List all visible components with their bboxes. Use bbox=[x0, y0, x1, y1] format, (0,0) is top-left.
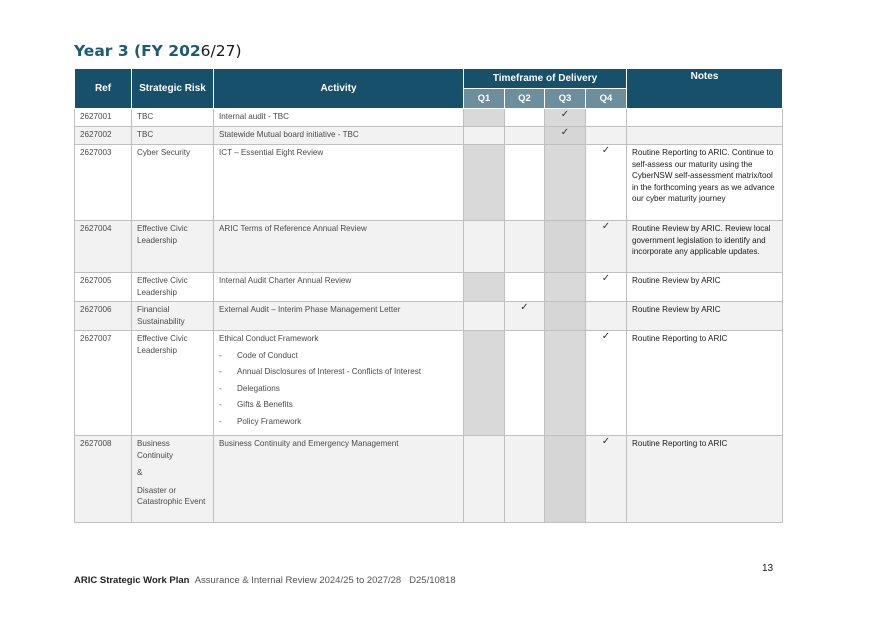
cell-activity bbox=[214, 436, 464, 523]
cell-q1 bbox=[464, 145, 505, 221]
header-ref: Ref bbox=[75, 69, 132, 109]
cell-q4 bbox=[586, 273, 627, 302]
activity-subitem bbox=[219, 350, 458, 362]
cell-q1 bbox=[464, 221, 505, 273]
risk-text: TBC bbox=[137, 112, 154, 121]
cell-q3 bbox=[545, 436, 586, 523]
cell-strategic-risk bbox=[132, 221, 214, 273]
check-mark-icon: ✓ bbox=[601, 273, 611, 284]
cell-notes bbox=[627, 109, 783, 127]
cell-ref: 2627005 bbox=[75, 273, 132, 302]
cell-q1 bbox=[464, 331, 505, 436]
check-mark-icon: ✓ bbox=[601, 331, 611, 342]
activity-text: Ethical Conduct Framework bbox=[219, 334, 319, 343]
cell-q2 bbox=[505, 436, 545, 523]
cell-ref: 2627007 bbox=[75, 331, 132, 436]
table-row bbox=[75, 109, 783, 127]
activity-subitem bbox=[219, 383, 458, 395]
footer-subtitle: Assurance & Internal Review 2024/25 to 2027/28 bbox=[194, 575, 402, 586]
cell-notes bbox=[627, 127, 783, 145]
cell-q1 bbox=[464, 109, 505, 127]
activity-subitem bbox=[219, 366, 458, 378]
cell-q3 bbox=[545, 331, 586, 436]
heading-suffix: 6/27) bbox=[200, 42, 242, 60]
check-mark-icon: ✓ bbox=[601, 436, 611, 447]
cell-activity bbox=[214, 273, 464, 302]
cell-q4 bbox=[586, 145, 627, 221]
table-row bbox=[75, 302, 783, 331]
activity-text: Internal Audit Charter Annual Review bbox=[219, 276, 352, 285]
cell-strategic-risk bbox=[132, 145, 214, 221]
cell-ref: 2627002 bbox=[75, 127, 132, 145]
cell-notes: Routine Reporting to ARIC bbox=[627, 331, 783, 436]
table-row bbox=[75, 127, 783, 145]
cell-q2 bbox=[505, 302, 545, 331]
check-mark-icon: ✓ bbox=[520, 302, 529, 313]
activity-text: Internal audit - TBC bbox=[219, 112, 290, 121]
risk-text: Disaster or Catastrophic Event bbox=[137, 485, 206, 506]
dash-bullet-icon: - bbox=[219, 416, 222, 426]
check-mark-icon: ✓ bbox=[601, 145, 611, 156]
header-timeframe: Timeframe of Delivery bbox=[464, 69, 627, 89]
cell-ref: 2627008 bbox=[75, 436, 132, 523]
cell-q4 bbox=[586, 221, 627, 273]
cell-q1 bbox=[464, 273, 505, 302]
activity-text: Business Continuity and Emergency Management bbox=[219, 439, 399, 448]
subitem-text: Code of Conduct bbox=[237, 350, 298, 360]
dash-bullet-icon: - bbox=[219, 383, 222, 393]
header-q3: Q3 bbox=[545, 89, 586, 109]
footer-doc-ref: D25/10818 bbox=[409, 575, 456, 586]
activity-subitem bbox=[219, 416, 458, 428]
cell-q2 bbox=[505, 221, 545, 273]
cell-q4 bbox=[586, 127, 627, 145]
risk-text: Effective Civic Leadership bbox=[137, 224, 188, 245]
cell-q4 bbox=[586, 436, 627, 523]
cell-strategic-risk bbox=[132, 436, 214, 523]
cell-ref: 2627004 bbox=[75, 221, 132, 273]
risk-text: Business Continuity bbox=[137, 439, 173, 460]
risk-text: Effective Civic Leadership bbox=[137, 276, 188, 297]
heading-main: Year 3 (FY 202 bbox=[74, 42, 201, 60]
table-row bbox=[75, 273, 783, 302]
cell-activity bbox=[214, 127, 464, 145]
cell-q3 bbox=[545, 221, 586, 273]
risk-text: Financial Sustainability bbox=[137, 305, 185, 326]
cell-q2 bbox=[505, 331, 545, 436]
check-mark-icon: ✓ bbox=[560, 109, 570, 120]
subitem-text: Policy Framework bbox=[237, 416, 302, 426]
activity-subitem bbox=[219, 399, 458, 411]
header-q2: Q2 bbox=[505, 89, 545, 109]
dash-bullet-icon: - bbox=[219, 350, 222, 360]
cell-strategic-risk bbox=[132, 331, 214, 436]
cell-ref: 2627006 bbox=[75, 302, 132, 331]
cell-q3 bbox=[545, 109, 586, 127]
cell-notes: Routine Review by ARIC. Review local government legislation to identify and incorporate any applicable updates. bbox=[627, 221, 783, 273]
cell-q2 bbox=[505, 127, 545, 145]
cell-q1 bbox=[464, 436, 505, 523]
subitem-text: Gifts & Benefits bbox=[237, 400, 293, 409]
risk-text: TBC bbox=[137, 130, 154, 139]
cell-q3 bbox=[545, 273, 586, 302]
cell-q1 bbox=[464, 302, 505, 331]
check-mark-icon: ✓ bbox=[601, 221, 611, 232]
risk-text: Effective Civic Leadership bbox=[137, 334, 188, 355]
cell-q3 bbox=[545, 145, 586, 221]
cell-activity bbox=[214, 221, 464, 273]
subitem-text: Annual Disclosures of Interest - Conflicts of Interest bbox=[237, 367, 421, 376]
dash-bullet-icon: - bbox=[219, 400, 222, 409]
check-mark-icon: ✓ bbox=[560, 127, 570, 138]
activity-text: ARIC Terms of Reference Annual Review bbox=[219, 224, 367, 233]
footer bbox=[74, 575, 456, 586]
cell-ref: 2627003 bbox=[75, 145, 132, 221]
section-heading bbox=[74, 42, 242, 60]
footer-title: ARIC Strategic Work Plan bbox=[74, 575, 190, 586]
cell-notes: Routine Reporting to ARIC. Continue to self-assess our maturity using the CyberNSW self-assessment matrix/tool in the forthcoming years as we advance our cyber maturity journey bbox=[627, 145, 783, 221]
cell-notes: Routine Review by ARIC bbox=[627, 273, 783, 302]
subitem-text: Delegations bbox=[237, 383, 280, 393]
cell-q4 bbox=[586, 302, 627, 331]
page-number: 13 bbox=[762, 563, 774, 574]
cell-notes: Routine Reporting to ARIC bbox=[627, 436, 783, 523]
cell-activity bbox=[214, 302, 464, 331]
cell-strategic-risk bbox=[132, 273, 214, 302]
cell-strategic-risk bbox=[132, 127, 214, 145]
work-plan-table bbox=[74, 68, 783, 523]
cell-q4 bbox=[586, 331, 627, 436]
cell-q2 bbox=[505, 109, 545, 127]
cell-activity bbox=[214, 331, 464, 436]
activity-text: Statewide Mutual board initiative - TBC bbox=[219, 130, 359, 139]
cell-q4 bbox=[586, 109, 627, 127]
table-row bbox=[75, 221, 783, 273]
cell-activity bbox=[214, 145, 464, 221]
cell-q3 bbox=[545, 127, 586, 145]
header-notes: Notes bbox=[627, 69, 783, 109]
cell-q2 bbox=[505, 273, 545, 302]
dash-bullet-icon: - bbox=[219, 367, 222, 376]
risk-text: Cyber Security bbox=[137, 148, 191, 157]
activity-text: External Audit – Interim Phase Management Letter bbox=[219, 305, 401, 314]
cell-activity bbox=[214, 109, 464, 127]
header-q1: Q1 bbox=[464, 89, 505, 109]
header-strategic-risk: Strategic Risk bbox=[132, 69, 214, 109]
table-row bbox=[75, 436, 783, 523]
cell-ref: 2627001 bbox=[75, 109, 132, 127]
cell-q1 bbox=[464, 127, 505, 145]
table-row bbox=[75, 145, 783, 221]
cell-notes: Routine Review by ARIC bbox=[627, 302, 783, 331]
cell-strategic-risk bbox=[132, 302, 214, 331]
risk-text: & bbox=[137, 468, 143, 477]
header-q4: Q4 bbox=[586, 89, 627, 109]
cell-q3 bbox=[545, 302, 586, 331]
cell-q2 bbox=[505, 145, 545, 221]
cell-strategic-risk bbox=[132, 109, 214, 127]
table-row bbox=[75, 331, 783, 436]
header-activity: Activity bbox=[214, 69, 464, 109]
activity-text: ICT – Essential Eight Review bbox=[219, 148, 324, 157]
